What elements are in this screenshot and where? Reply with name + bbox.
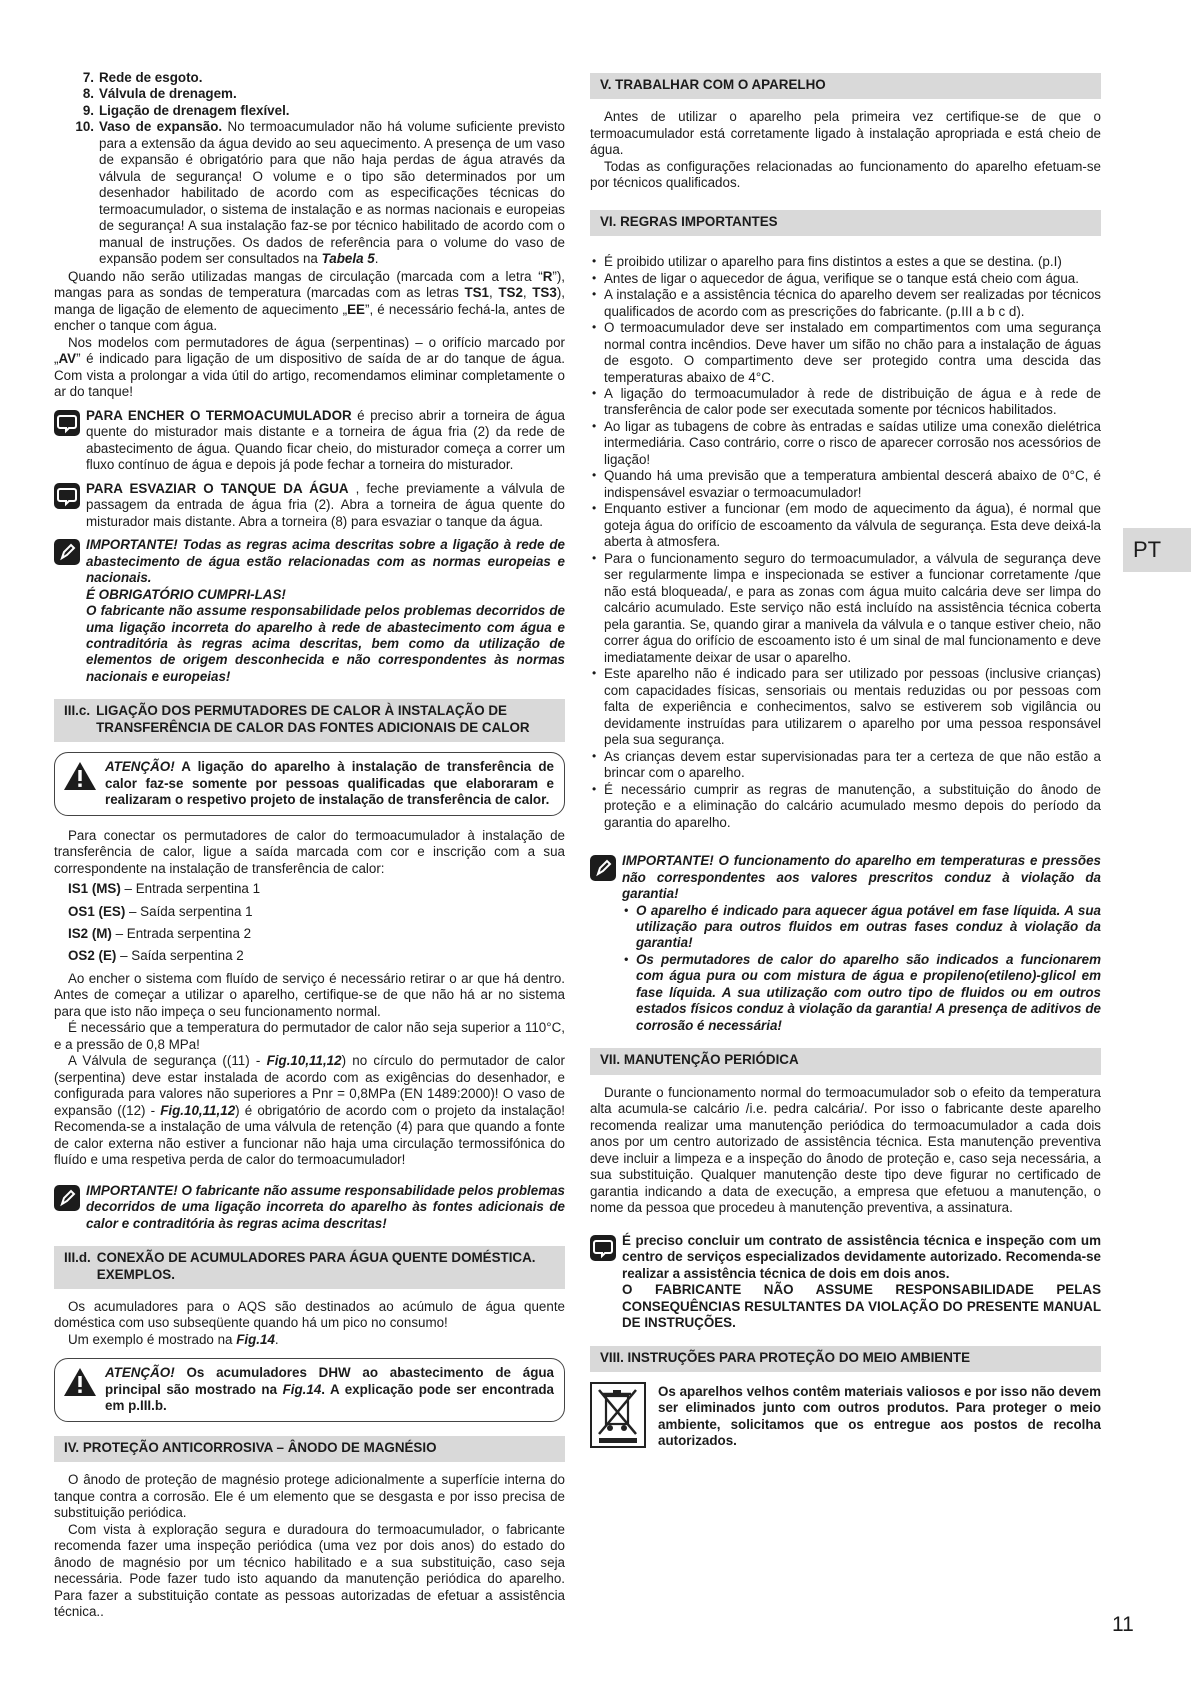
speech-bubble-icon <box>590 1235 616 1261</box>
fill-title: PARA ENCHER O TERMOACUMULADOR <box>86 407 352 423</box>
list-item: • É necessário cumprir as regras de manutenção, a substituição do ânodo de proteção e a eliminação do calcário acumulado mesmo depois do período da garantia do aparelho. <box>590 782 1101 831</box>
environment-text: Os aparelhos velhos contêm materiais valiosos e por isso não devem ser eliminados junto com outros produtos. Para proteger o meio ambiente, solicitamos que os entregue aos postos de recolha autorizados. <box>658 1383 1101 1449</box>
warning-box-2: ATENÇÃO! Os acumuladores DHW ao abastecimento de água principal são mostrado na Fig.14. A explicação pode ser encontrada em p.III.b. <box>54 1358 565 1421</box>
list-item: 9. Ligação de drenagem flexível. <box>82 102 290 118</box>
left-column <box>54 70 565 1621</box>
fill-notice: PARA ENCHER O TERMOACUMULADOR é preciso abrir a torneira de água quente do misturador mais distante e a torneira de água fria (2) da rede de abastecimento de água. Quando ficar cheio, do misturador começa a correr um fluxo contínuo de água e depois já pode fechar a torneira do misturador. <box>54 408 565 474</box>
list-item: • Enquanto estiver a funcionar (em modo de aquecimento da água), é normal que goteja água do orifício de escoamento da válvula de segurança. Esta deve deixá-la aberta à atmosfera. <box>590 501 1101 550</box>
warning-icon <box>63 761 97 791</box>
component-list <box>54 70 565 268</box>
list-item: • Ao ligar as tubagens de cobre às entradas e saídas utilize uma conexão dielétrica intermediária. Caso contrário, corre o risco de aparecer corrosão nos acessórios de ligação! <box>590 419 1101 468</box>
language-tab: PT <box>1123 528 1191 572</box>
section-iii-d-header: III.d. CONEXÃO DE ACUMULADORES PARA ÁGUA QUENTE DOMÉSTICA. EXEMPLOS. <box>54 1246 565 1289</box>
section-v-header: V. TRABALHAR COM O APARELHO <box>590 73 1101 99</box>
speech-bubble-icon <box>54 410 80 436</box>
paragraph-v-2: Todas as configurações relacionadas ao funcionamento do aparelho efetuam-se por técnicos qualificados. <box>590 158 1101 191</box>
right-column <box>590 70 1101 1450</box>
list-item: • Antes de ligar o aquecedor de água, verifique se o tanque está cheio com água. <box>590 271 1101 287</box>
pencil-icon <box>54 539 80 565</box>
empty-title: PARA ESVAZIAR O TANQUE DA ÁGUA <box>86 480 349 496</box>
list-item: OS2 (E) – Saída serpentina 2 <box>68 948 244 964</box>
pencil-icon <box>54 1185 80 1211</box>
important-notice-2: IMPORTANTE! O fabricante não assume responsabilidade pelos problemas decorridos de uma ligação incorreta do aparelho às fontes adicionais de calor e contraditória às regras acima descritas! <box>54 1183 565 1232</box>
coil-connection-list <box>54 881 565 965</box>
page-number: 11 <box>1112 1613 1134 1636</box>
list-item: • As crianças devem estar supervisionadas para ter a certeza de que não estão a brincar com o aparelho. <box>590 749 1101 782</box>
paragraph-vii: Durante o funcionamento normal do termoacumulador sob o efeito da temperatura alta acumula-se calcário /i.e. pedra calcária/. Por isso o fabricante deste aparelho recomenda realizar uma manutenção periódica do termoacumulador a cada dois anos por um centro autorizado de assistência técnica. Esta manutenção preventiva deve incluir a limpeza e a inspeção do ânodo de proteção e, caso seja necessária, a sua substituição. Qualquer manutenção deste tipo deve figurar no certificado de garantia indicando a data de execução, a empresa que efetuou a manutenção, o nome da pessoa que procedeu à manutenção preventiva, a assinatura. <box>590 1084 1101 1216</box>
list-item: 7. Rede de esgoto. <box>82 70 203 85</box>
list-item: • Este aparelho não é indicado para ser utilizado por pessoas (inclusive crianças) com capacidades físicas, sensoriais ou mentais reduzidas ou por pessoas com falta de experiência e conhecimentos, salvo se estiverem sob vigilância ou devidamente instruídas para utilizarem o aparelho por uma pessoa responsável pela sua segurança. <box>590 666 1101 748</box>
section-vii-header: VII. MANUTENÇÃO PERIÓDICA <box>590 1048 1101 1074</box>
warning-icon <box>63 1367 97 1397</box>
list-item: • O aparelho é indicado para aquecer água potável em fase líquida. A sua utilização para outros fluidos em outras fases conduz à violação da garantia! <box>622 903 1101 952</box>
list-item: • A instalação e a assistência técnica do aparelho devem ser realizadas por técnicos qualificados de acordo com as prescrições do fabricante. (p.III a b c d). <box>590 287 1101 320</box>
list-item: • É proibido utilizar o aparelho para fins distintos a estes a que se destina. (p.I) <box>590 254 1101 270</box>
list-item: • Quando há uma previsão que a temperatura ambiental descerá abaixo de 0°C, é indispensável esvaziar o termoacumulador! <box>590 468 1101 501</box>
section-vi-header: VI. REGRAS IMPORTANTES <box>590 210 1101 236</box>
paragraph-mangas: Quando não serão utilizadas mangas de circulação (marcada com a letra “R”), mangas para as sondas de temperatura (marcadas com as letras TS1, TS2, TS3), manga de ligação de elemento de aquecimento „EE”, é necessário fechá-la, antes de encher o tanque com água. <box>54 268 565 334</box>
environment-notice <box>590 1382 1101 1450</box>
important-rules-list <box>590 254 1101 831</box>
list-item: • A ligação do termoacumulador à rede de distribuição de água e à rede de transferência de calor pode ser executada somente por técnicos habilitados. <box>590 386 1101 419</box>
speech-bubble-icon <box>54 483 80 509</box>
contract-notice: É preciso concluir um contrato de assistência técnica e inspeção com um centro de serviços especializados devidamente autorizado. Recomenda-se realizar a assistência técnica de dois em dois anos. O FABRICANTE NÃO ASSUME RESPONSABILIDADE PELAS CONSEQUÊNCIAS RESULTANTES DA VIOLAÇÃO DO PRESENTE MANUAL DE INSTRUÇÕES. <box>590 1233 1101 1332</box>
paragraph-av: Nos modelos com permutadores de água (serpentinas) – o orifício marcado por „AV” é indicado para ligação de um dispositivo de saída de ar do tanque de água. Com vista a prolongar a vida útil do artigo, recomendamos eliminar completamente o ar do tanque! <box>54 334 565 400</box>
section-viii-header: VIII. INSTRUÇÕES PARA PROTEÇÃO DO MEIO AMBIENTE <box>590 1346 1101 1372</box>
list-item: 8. Válvula de drenagem. <box>82 86 237 102</box>
paragraph-aqs: Os acumuladores para o AQS são destinados ao acúmulo de água quente doméstica com uso subseqüente quando há um pico no consumo! <box>54 1298 565 1331</box>
crossed-bin-icon <box>590 1382 646 1448</box>
section-iv-header: IV. PROTEÇÃO ANTICORROSIVA – ÂNODO DE MAGNÉSIO <box>54 1436 565 1462</box>
list-item: IS2 (M) – Entrada serpentina 2 <box>68 926 252 941</box>
important-notice-1: IMPORTANTE! Todas as regras acima descritas sobre a ligação à rede de abastecimento de água estão relacionadas com as normas europeias e nacionais. É OBRIGATÓRIO CUMPRI-LAS! O fabricante não assume responsabilidade pelos problemas decorridos de uma ligação incorreta do aparelho à rede de abastecimento com água e contraditória às regras acima descritas, bem como da utilização de elementos de origem desconhecida e não correspondentes às normas nacionais e europeias! <box>54 537 565 685</box>
list-item: • O termoacumulador deve ser instalado em compartimentos com uma segurança normal contra incêndios. Deve haver um sifão no chão para a instalação de águas de esgoto. O compartimento deve ser protegido contra uma descida das temperaturas abaixo de 4°C. <box>590 320 1101 386</box>
pencil-icon <box>590 855 616 881</box>
paragraph-exemplo: Um exemplo é mostrado na Fig.14. <box>68 1331 279 1347</box>
list-item: • Os permutadores de calor do aparelho são indicados a funcionarem com água pura ou com mistura de água e propileno(etileno)-glicol em fase líquida. A sua utilização com outro tipo de fluidos ou em outros estados físicos conduz à violação da garantia! A presença de aditivos de corrosão é necessária! <box>622 952 1101 1034</box>
paragraph-valvula: A Válvula de segurança ((11) - Fig.10,11,12) no círculo do permutador de calor (serpentina) deve estar instalada de acordo com as exigências do desenhador, e configurada para valores não superiores a Pnr = 0,8MPa (EN 1489:2000)! O vaso de expansão ((12) - Fig.10,11,12) é obrigatório de acordo com o projeto da instalação! Recomenda-se a instalação de uma válvula de retenção (4) para que quando a fonte de calor externa não estiver a funcionar não haja uma circulação termossifónica do fluído e uma respetiva perda de calor do termoacumulador! <box>54 1053 565 1168</box>
paragraph-anodo-1: O ânodo de proteção de magnésio protege adicionalmente a superfície interna do tanque contra a corrosão. Ele é um elemento que se desgasta e por isso precisa de substituição periódica. <box>54 1472 565 1521</box>
empty-notice: PARA ESVAZIAR O TANQUE DA ÁGUA , feche previamente a válvula de passagem da entrada de água fria (2). Abra a torneira de água quente do misturador mais distante. Abra a torneira (8) para esvaziar o tanque da água. <box>54 481 565 530</box>
list-item: 10. Vaso de expansão. No termoacumulador não há volume suficiente previsto para a extensão da água devido ao seu aquecimento. A presença de um vaso de expansão é obrigatório para que não haja perdas de água através da válvula de segurança! O volume e o tipo são determinados por um desenhador habilitado de acordo com as especificações técnicas do termoacumulador, o sistema de instalação e as normas nacionais e europeias de segurança! A sua instalação faz-se por técnico habilitado de acordo com o manual de instruções. Os dados de referência para o volume do vaso de expansão podem ser consultados na Tabela 5. <box>75 119 565 267</box>
list-item: IS1 (MS) – Entrada serpentina 1 <box>68 881 261 897</box>
list-item: OS1 (ES) – Saída serpentina 1 <box>68 903 253 919</box>
paragraph-anodo-2: Com vista à exploração segura e duradoura do termoacumulador, o fabricante recomenda fazer uma inspeção periódica (uma vez por dois anos) do estado do ânodo de magnésio por um técnico habilitado e a sua substituição, caso seja necessária. Pode fazer tudo isto aquando da manutenção periódica do aparelho. Para fazer a substituição contate as pessoas autorizadas de efetuar a assistência técnica.. <box>54 1521 565 1620</box>
paragraph-conectar: Para conectar os permutadores de calor do termoacumulador à instalação de transferência de calor, ligue a saída marcada com cor e inscrição com a sua correspondente na instalação de transferência de calor: <box>54 827 565 876</box>
paragraph-v-1: Antes de utilizar o aparelho pela primeira vez certifique-se de que o termoacumulador está corretamente ligado à instalação apropriada e está cheio de água. <box>590 109 1101 158</box>
list-item: • Para o funcionamento seguro do termoacumulador, a válvula de segurança deve ser regularmente limpa e inspecionada se estiver a funcionar corretamente /que não está bloqueada/, e para as zonas com água muito calcária deve ser limpa do calcário acumulado. Este serviço não está incluído na assistência técnica coberta pela garantia. Se, quando girar a manivela da válvula e o tanque estiver cheio, não correr água do orifício de escoamento isto é um sinal de mal funcionamento e deve imediatamente deixar de usar o aparelho. <box>590 551 1101 666</box>
paragraph-encher: Ao encher o sistema com fluído de serviço é necessário retirar o ar que há dentro. Antes de começar a utilizar o aparelho, certifique-se de que não há ar no sistema para que isto não impeça o seu funcionamento normal. <box>54 970 565 1019</box>
important-notice-3: IMPORTANTE! O funcionamento do aparelho em temperaturas e pressões não correspondentes aos valores prescritos conduz à violação da garantia! • O aparelho é indicado para aquecer água potável em fase líquida. A sua utilização para outros fluidos em outras fases conduz à violação da garantia! • Os permutadores de calor do aparelho são indicados a funcionarem com água pura ou com mistura de água e propileno(etileno)-glicol em fase líquida. A sua utilização com outro tipo de fluidos ou em outros estados físicos conduz à violação da garantia! A presença de aditivos de corrosão é necessária! <box>590 853 1101 1034</box>
section-iii-c-header: III.c. LIGAÇÃO DOS PERMUTADORES DE CALOR À INSTALAÇÃO DE TRANSFERÊNCIA DE CALOR DAS FONTES ADICIONAIS DE CALOR <box>54 699 565 742</box>
paragraph-temp: É necessário que a temperatura do permutador de calor não seja superior a 110°C, e a pressão de 0,8 MPa! <box>54 1020 565 1052</box>
warning-box-1: ATENÇÃO! A ligação do aparelho à instalação de transferência de calor faz-se somente por pessoas qualificadas que elaboraram e realizaram o respetivo projeto de instalação de transferência de calor. <box>54 752 565 815</box>
